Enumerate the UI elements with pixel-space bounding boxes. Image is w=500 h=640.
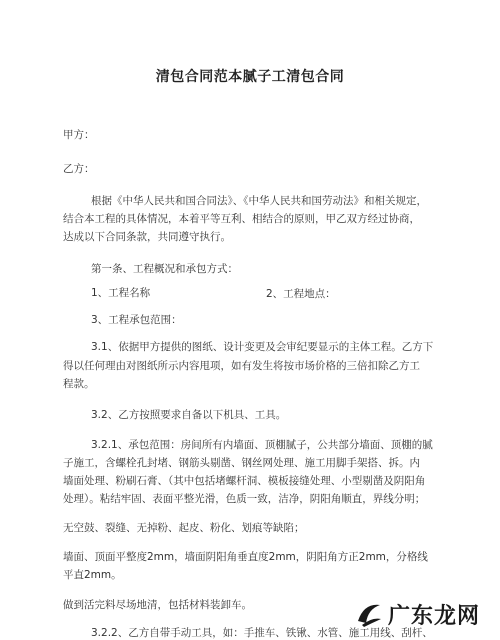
clause-3-2-1-line-2: 子施工，含螺栓孔封堵、钢筋头剔凿、钢丝网处理、施工用脚手架搭、拆。内 — [63, 457, 420, 469]
clause-3-2: 3.2、乙方按照要求自备以下机具、工具。 — [91, 409, 287, 421]
party-a-label: 甲方： — [63, 129, 95, 141]
cleanup-clause: 做到活完料尽场地清，包括材料装卸车。 — [63, 599, 252, 611]
clause-3-1-line-3: 程款。 — [63, 378, 95, 390]
article-1-heading: 第一条、工程概况和承包方式： — [91, 263, 238, 275]
intro-line-2: 结合本工程的具体情况，本着平等互利、相结合的原则，甲乙双方经过协商， — [63, 213, 420, 225]
item-project-name: 1、工程名称 — [91, 287, 151, 299]
watermark-text: 广东龙网 — [388, 603, 481, 629]
item-scope: 3、工程承包范围： — [91, 314, 182, 326]
intro-line-1: 根据《中华人民共和国合同法》、《中华人民共和国劳动法》和相关规定， — [91, 195, 427, 207]
clause-3-2-1-line-3: 墙面处理、粉刷石膏、（其中包括堵螺杆洞、模板接缝处理、小型剔凿及阴阳角 — [63, 475, 426, 487]
watermark — [354, 596, 494, 632]
clause-3-1-line-1: 3.1、依据甲方提供的图纸、设计变更及会审纪要显示的主体工程。乙方下 — [91, 341, 434, 353]
watermark-logo-icon — [354, 599, 384, 629]
quality-requirement-2-line-2: 平直2mm。 — [63, 569, 122, 581]
intro-line-3: 达成以下合同条款，共同遵守执行。 — [63, 231, 231, 243]
clause-3-2-1-line-1: 3.2.1、承包范围：房间所有内墙面、顶棚腻子，公共部分墙面、顶棚的腻 — [91, 439, 433, 451]
quality-requirement-2-line-1: 墙面、顶面平整度2mm，墙面阴阳角垂直度2mm，阴阳角方正2mm，分格线 — [63, 551, 428, 563]
document-title: 清包合同范本腻子工清包合同 — [155, 69, 345, 85]
quality-requirement-1: 无空鼓、裂缝、无掉粉、起皮、粉化、划痕等缺陷； — [63, 522, 305, 534]
clause-3-1-line-2: 得以任何理由对图纸所示内容甩项，如有发生将按市场价格的三倍扣除乙方工 — [63, 360, 420, 372]
party-b-label: 乙方： — [63, 163, 95, 175]
clause-3-2-1-line-4: 处理）。粘结牢固、表面平整光滑，色质一致，洁净，阴阳角顺直，界线分明； — [63, 493, 426, 505]
clause-3-2-2: 3.2.2、乙方自带手动工具，如：手推车、铁锹、水管、施工用线、刮杆、 — [91, 627, 433, 639]
item-project-location: 2、工程地点： — [266, 288, 336, 300]
